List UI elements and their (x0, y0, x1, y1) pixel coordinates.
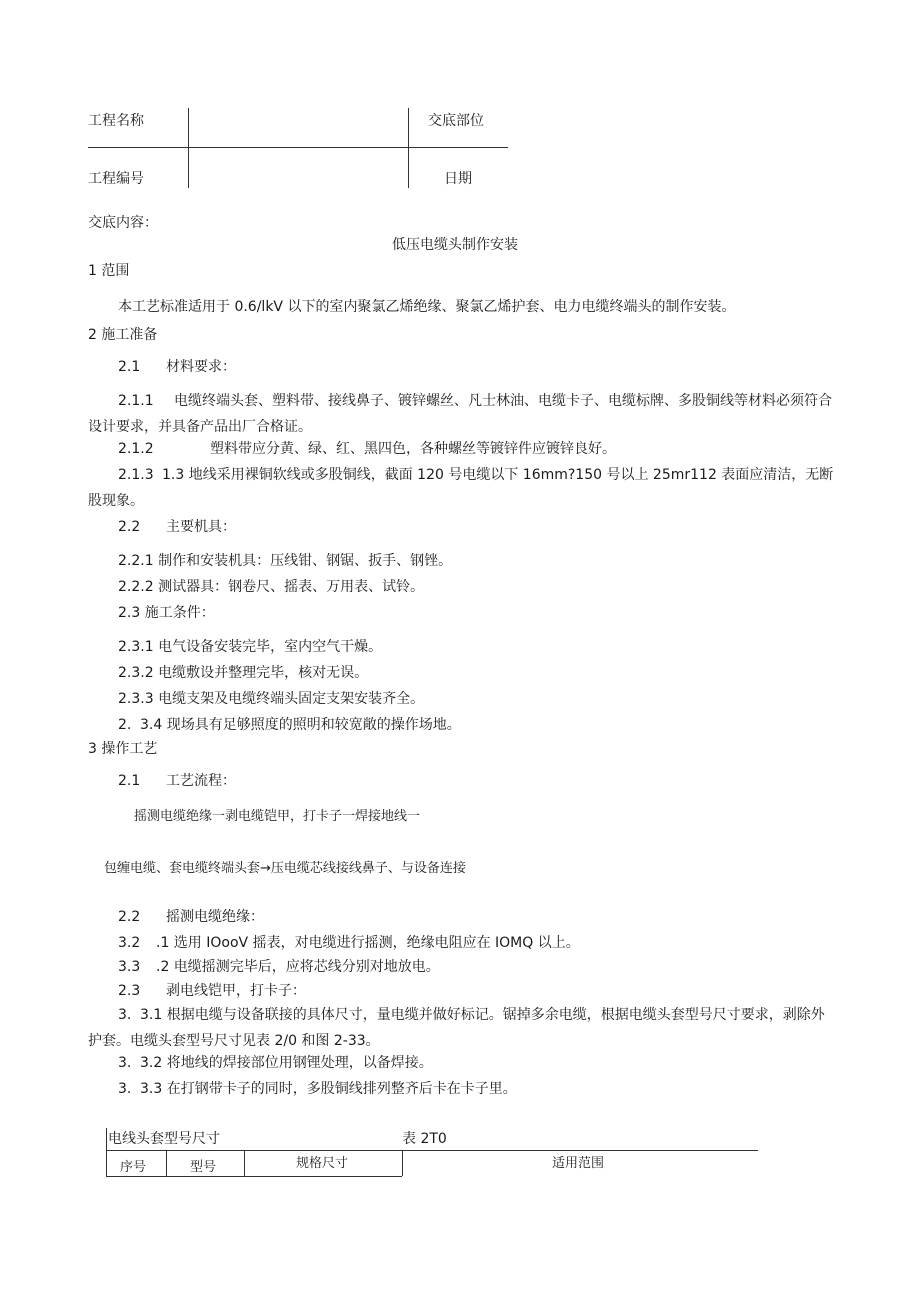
flow-line: 摇测电缆绝缘一剥电缆铠甲，打卡子一焊接地线一 (134, 809, 421, 824)
item-number: 2.2 (118, 519, 141, 535)
table-divider-vertical (402, 1150, 403, 1176)
paragraph (118, 956, 864, 978)
content-label: 交底内容： (88, 215, 158, 231)
item-text: .2 电缆摇测完毕后，应将芯线分别对地放电。 (156, 959, 440, 975)
item-text: 3.4 现场具有足够照度的照明和较宽敞的操作场地。 (140, 717, 461, 733)
item-number: 2.1 (118, 359, 141, 375)
paragraph: 2.3.3 电缆支架及电缆终端头固定支架安装齐全。 (118, 691, 425, 707)
paragraph (118, 438, 864, 460)
paragraph (118, 356, 864, 378)
table-header-cell: 规格尺寸 (296, 1156, 349, 1171)
paragraph (118, 1052, 864, 1074)
item-text: 材料要求： (166, 359, 236, 375)
table-divider-vertical (106, 1128, 107, 1176)
paragraph (118, 296, 864, 318)
item-text: 塑料带应分黄、绿、红、黑四色，各种螺丝等镀锌件应镀锌良好。 (210, 441, 616, 457)
date-label: 日期 (444, 171, 472, 187)
section-heading: 2 施工准备 (88, 327, 158, 343)
paragraph: 2.2.1 制作和安装机具：压线钳、钢锯、扳手、钢锉。 (118, 553, 453, 569)
item-text: 3.3 在打钢带卡子的同时，多股铜线排列整齐后卡在卡子里。 (140, 1081, 517, 1097)
table-divider-vertical (244, 1150, 245, 1176)
item-text: 工艺流程： (166, 773, 236, 789)
item-number: 2.1 (118, 773, 141, 789)
table-bottom-border (106, 1176, 402, 1177)
paragraph (118, 714, 864, 736)
item-number: 2.1.2 (118, 441, 154, 457)
paragraph (118, 932, 864, 954)
item-number: 3.2 (118, 935, 141, 951)
item-number: 3.3 (118, 959, 141, 975)
paragraph (118, 770, 864, 792)
paragraph: 2.3.2 电缆敷设并整理完毕，核对无误。 (118, 665, 369, 681)
header-divider-vertical-2 (408, 108, 409, 188)
paragraph: 2.2.2 测试器具：钢卷尺、摇表、万用表、试铃。 (118, 579, 425, 595)
item-number: 2. (118, 717, 132, 733)
item-text: 3.1 根据电缆与设备联接的具体尺寸，量电缆并做好标记。锯掉多余电缆，根据电缆头套型号尺寸要求，剥除外护套。电缆头套型号尺寸见表 2/0 和图 2-33。 (88, 1007, 825, 1049)
item-number: 2.1.1 (118, 393, 154, 409)
table-top-border (106, 1150, 758, 1151)
paragraph (88, 388, 836, 440)
paragraph-text: 本工艺标准适用于 0.6/lkV 以下的室内聚氯乙烯绝缘、聚氯乙烯护套、电力电缆终端头的制作安装。 (118, 299, 736, 315)
item-text: 摇测电缆绝缘： (166, 909, 264, 925)
flow-line: 包缠电缆、套电缆终端头套→压电缆芯线接线鼻子、与设备连接 (104, 861, 466, 876)
table-number: 表 2T0 (402, 1131, 447, 1147)
item-text: 主要机具： (166, 519, 236, 535)
header-divider-vertical-1 (188, 108, 189, 188)
item-number: 2.2 (118, 909, 141, 925)
table-header-cell: 适用范围 (552, 1156, 605, 1171)
paragraph (88, 462, 836, 514)
item-number: 3. (118, 1007, 132, 1023)
paragraph (118, 906, 864, 928)
paragraph (118, 980, 864, 1002)
item-text: 电缆终端头套、塑料带、接线鼻子、镀锌螺丝、凡士林油、电缆卡子、电缆标牌、多股铜线等材料必须符合设计要求，并具备产品出厂合格证。 (88, 393, 832, 435)
item-text: 剥电线铠甲，打卡子： (166, 983, 306, 999)
item-number: 3. (118, 1055, 132, 1071)
item-number: 3. (118, 1081, 132, 1097)
project-number-label: 工程编号 (88, 171, 144, 187)
table-caption: 电线头套型号尺寸 (108, 1131, 220, 1147)
doc-title: 低压电缆头制作安装 (392, 237, 518, 253)
table-divider-vertical (166, 1150, 167, 1176)
paragraph: 2.3.1 电气设备安装完毕，室内空气干燥。 (118, 639, 383, 655)
paragraph (118, 1078, 864, 1100)
item-text: .1 选用 IOooV 摇表，对电缆进行摇测，绝缘电阻应在 IOMQ 以上。 (156, 935, 580, 951)
paragraph: 2.3 施工条件： (118, 605, 215, 621)
item-number: 2.1.3 (118, 467, 154, 483)
section-heading: 3 操作工艺 (88, 741, 158, 757)
project-name-label: 工程名称 (88, 113, 144, 129)
item-number: 2.3 (118, 983, 141, 999)
table-header-cell: 型号 (190, 1160, 217, 1175)
handover-part-label: 交底部位 (428, 113, 484, 129)
header-divider-horizontal (88, 147, 508, 148)
section-heading: 1 范围 (88, 263, 130, 279)
paragraph (118, 516, 864, 538)
paragraph (88, 1002, 836, 1054)
item-text: 3.2 将地线的焊接部位用钢锂处理，以备焊接。 (140, 1055, 433, 1071)
item-text: 1.3 地线采用裸铜软线或多股铜线，截面 120 号电缆以下 16mm?150 号以上 25mr112 表面应清洁，无断股现象。 (88, 467, 834, 509)
table-header-cell: 序号 (120, 1160, 147, 1175)
